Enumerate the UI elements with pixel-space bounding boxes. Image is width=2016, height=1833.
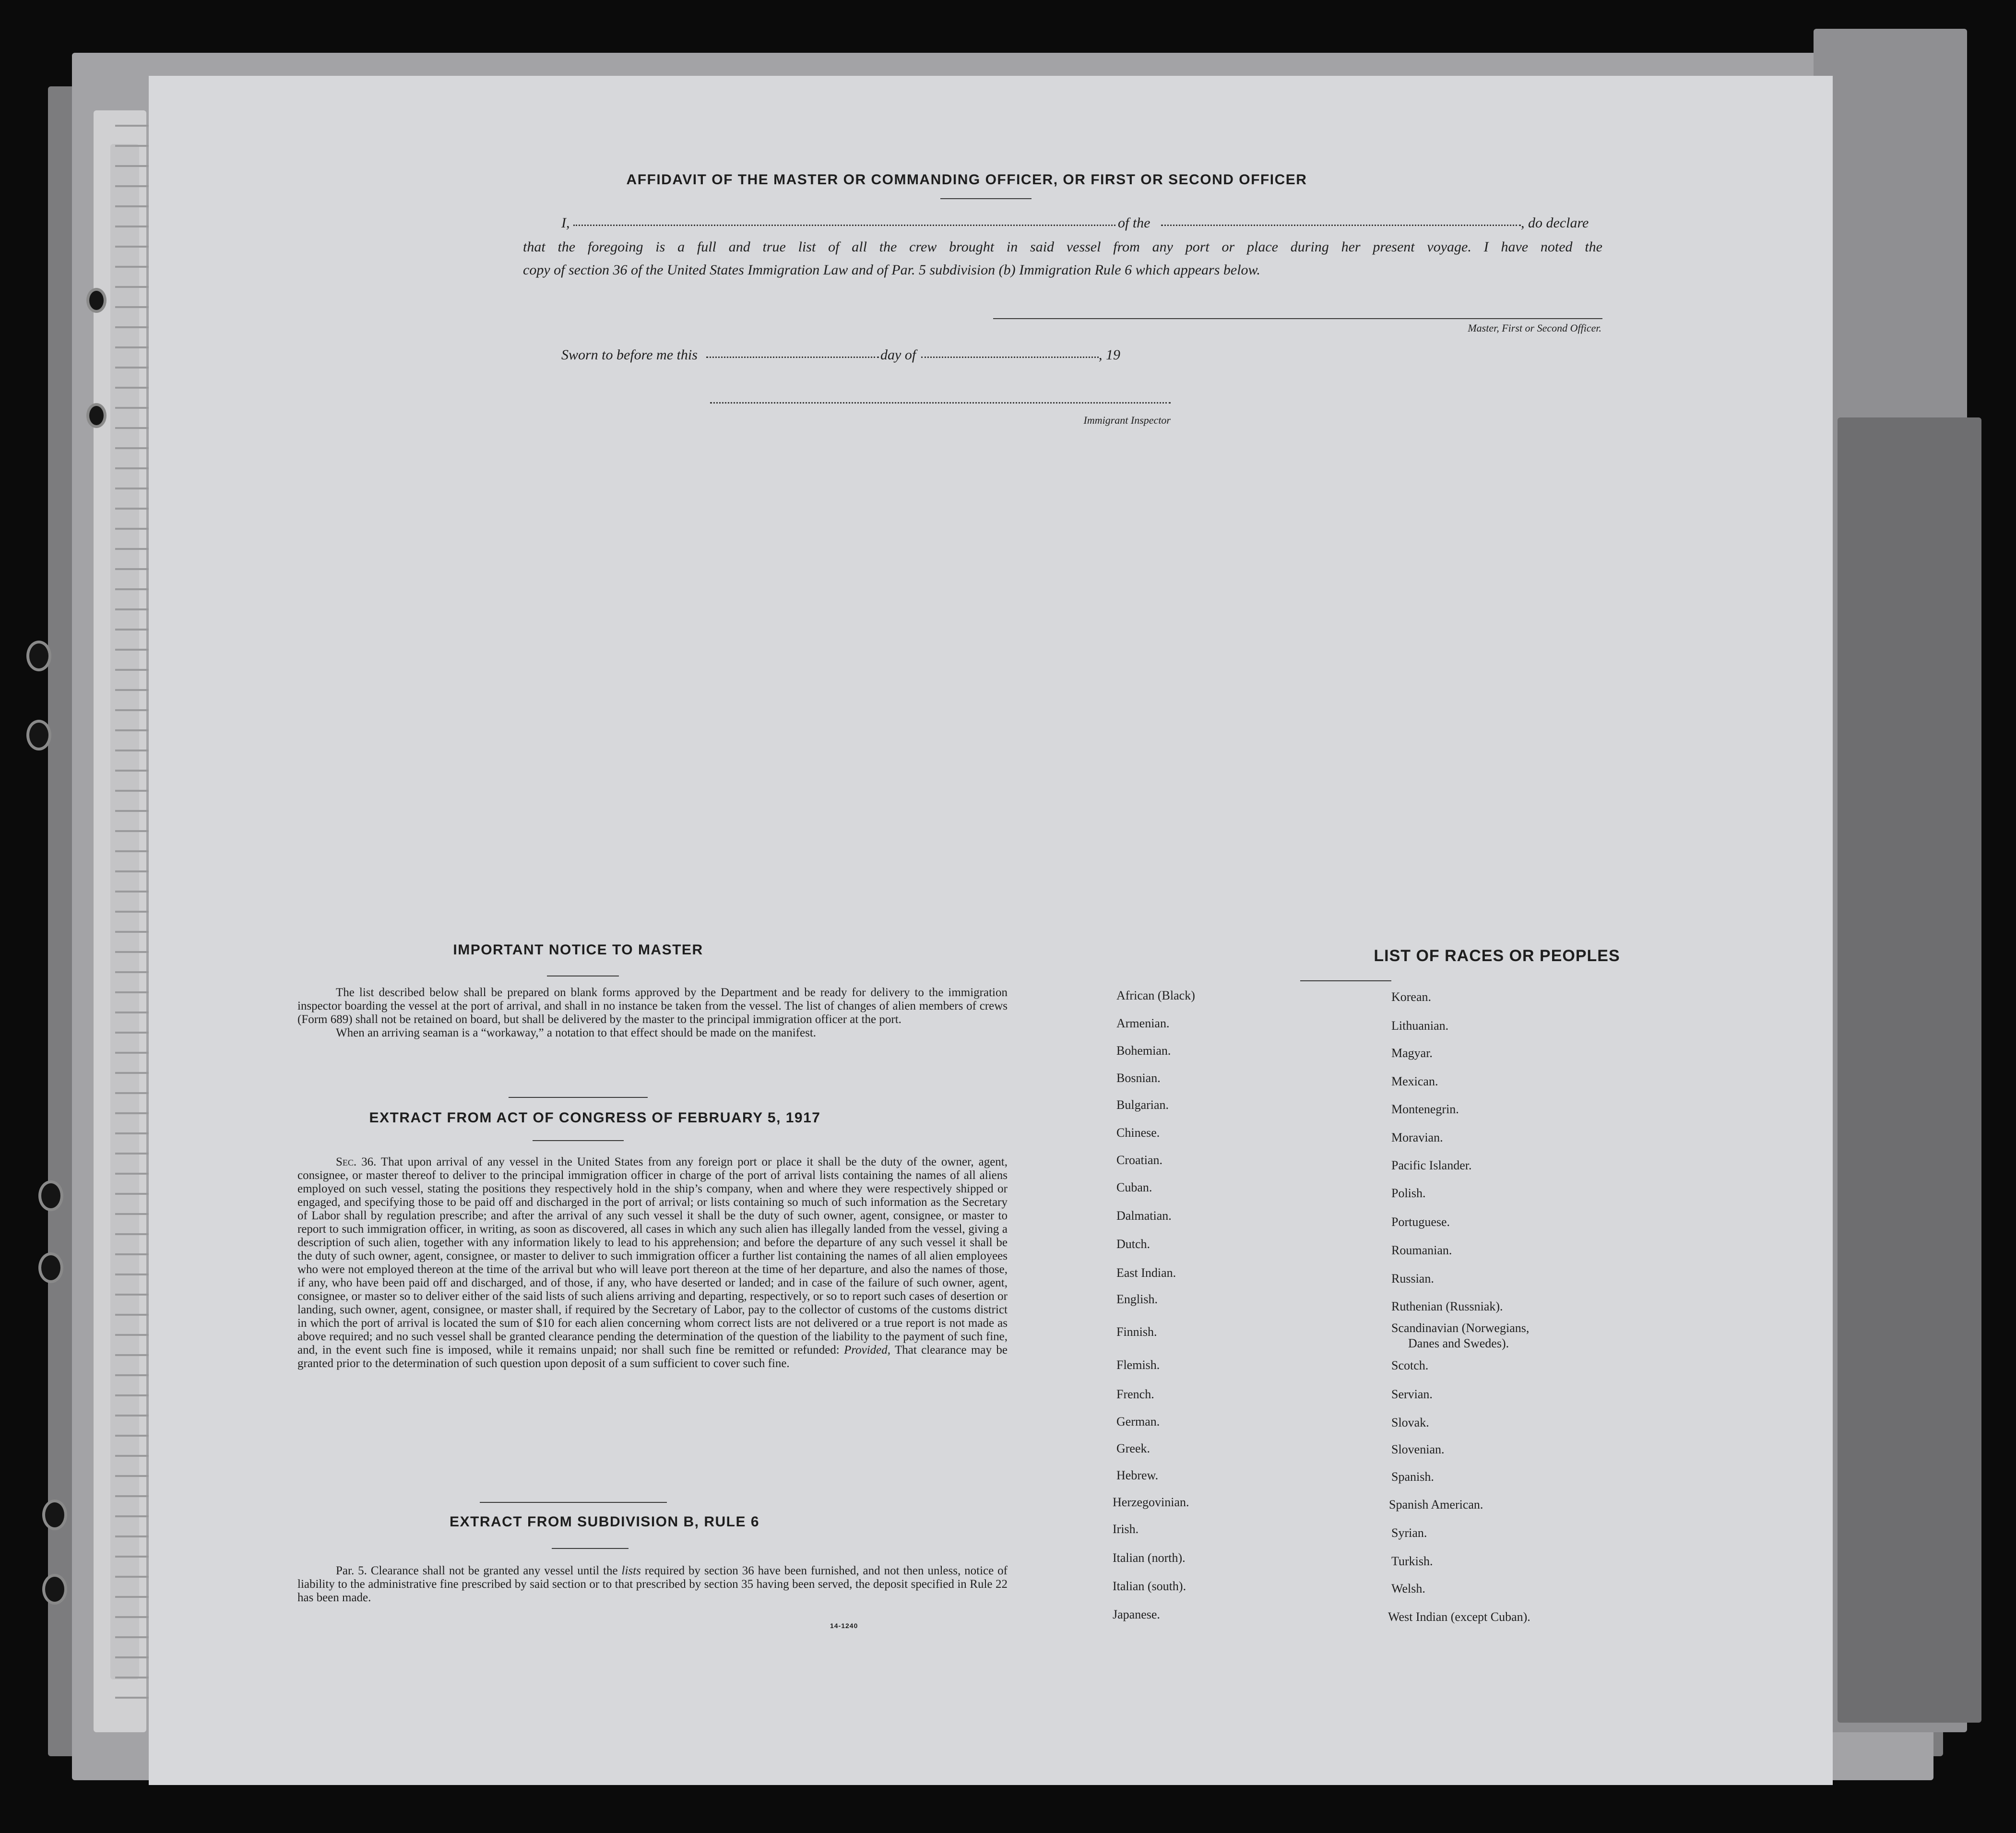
binding-strip-line xyxy=(115,891,149,893)
binding-strip-line xyxy=(115,528,149,530)
divider xyxy=(940,198,1032,199)
race-item: Mexican. xyxy=(1391,1074,1438,1088)
race-item: Bulgarian. xyxy=(1116,1098,1169,1112)
section-36-text-end: That clearance may be granted prior to the determination of such question upon deposit of a sum sufficient to cover such fine. xyxy=(297,1344,1008,1370)
binding-strip-line xyxy=(115,1112,149,1114)
affidavit-text-line-2: that the foregoing is a full and true list of all the crew brought in said vessel from any port or place during her present voyage. I have noted the xyxy=(523,239,1602,255)
binding-strip-line xyxy=(115,1455,149,1457)
binding-strip-line xyxy=(115,346,149,348)
race-item: Slovak. xyxy=(1391,1416,1429,1429)
form-number: 14-1240 xyxy=(830,1622,858,1630)
binding-strip-line xyxy=(115,1354,149,1356)
binding-strip-line xyxy=(115,911,149,913)
binding-strip-line xyxy=(115,568,149,570)
sworn-month-field[interactable] xyxy=(921,357,1099,358)
race-item: Japanese. xyxy=(1113,1607,1160,1621)
binding-strip-line xyxy=(115,548,149,550)
sworn-label: Sworn to before me this xyxy=(561,347,698,363)
binding-strip-line xyxy=(115,1576,149,1578)
binding-strip-line xyxy=(115,1677,149,1678)
notice-paragraph: When an arriving seaman is a “workaway,” a notation to that effect should be made on the manifest. xyxy=(336,1026,817,1039)
binding-strip-line xyxy=(115,1052,149,1054)
binding-strip-line xyxy=(115,226,149,227)
binding-strip-line xyxy=(115,246,149,248)
race-item: Slovenian. xyxy=(1391,1442,1445,1456)
binding-strip-line xyxy=(115,1132,149,1134)
binding-strip-line xyxy=(115,588,149,590)
race-item: Bohemian. xyxy=(1116,1044,1171,1058)
race-item: French. xyxy=(1116,1387,1154,1401)
affidavit-declare-text: , do declare xyxy=(1521,215,1589,231)
race-item: Syrian. xyxy=(1391,1526,1427,1540)
race-item: Servian. xyxy=(1391,1387,1433,1401)
binding-strip-line xyxy=(115,1415,149,1416)
master-signature-caption: Master, First or Second Officer. xyxy=(1468,322,1601,334)
binder-hole xyxy=(42,1500,67,1530)
race-item: Spanish. xyxy=(1391,1470,1434,1484)
binding-strip-line xyxy=(115,1213,149,1215)
affidavit-text-line-3: copy of section 36 of the United States Immigration Law and of Par. 5 subdivision (b) Immigration Rule 6 which appears below. xyxy=(523,262,1260,278)
race-item: Croatian. xyxy=(1116,1153,1163,1167)
race-item: Korean. xyxy=(1391,990,1432,1004)
extract-act-title: EXTRACT FROM ACT OF CONGRESS OF FEBRUARY 5, 1917 xyxy=(369,1110,821,1126)
right-page-edge-shadow xyxy=(1838,417,1981,1723)
binding-strip-line xyxy=(115,407,149,409)
race-item: English. xyxy=(1116,1292,1158,1306)
binding-strip-line xyxy=(115,850,149,852)
binding-strip-line xyxy=(115,1556,149,1558)
manifest-page xyxy=(149,76,1833,1785)
race-item: Greek. xyxy=(1116,1441,1150,1455)
binding-strip-line xyxy=(115,1274,149,1275)
notice-paragraph: The list described below shall be prepared on blank forms approved by the Department and be ready for delivery to the immigration inspector boarding the vessel at the port of arrival, and shall in no instance be taken from the vessel. The list of changes of alien members of crews (Form 689) shall not be retained on board, but shall be delivered by the master to the principal immigration officer at the port. xyxy=(297,986,1008,1026)
race-item: Cuban. xyxy=(1116,1180,1152,1194)
binding-strip-line xyxy=(115,750,149,751)
binding-strip-line xyxy=(115,1535,149,1537)
binding-strip-line xyxy=(115,709,149,711)
binding-strip-line xyxy=(115,1253,149,1255)
race-item: Polish. xyxy=(1391,1186,1426,1200)
vessel-name-field[interactable] xyxy=(1161,225,1521,226)
rule-text-start: Par. 5. Clearance shall not be granted any vessel until the xyxy=(336,1564,618,1577)
race-item: Scotch. xyxy=(1391,1358,1429,1372)
divider xyxy=(552,1548,629,1549)
affidavit-vessel-label: of the xyxy=(1118,215,1150,231)
binding-strip-line xyxy=(115,629,149,631)
binding-strip-line xyxy=(115,830,149,832)
notice-title: IMPORTANT NOTICE TO MASTER xyxy=(453,942,703,958)
binder-hole xyxy=(26,720,51,750)
binding-strip-line xyxy=(115,1435,149,1437)
binding-strip-line xyxy=(115,205,149,207)
race-item: Finnish. xyxy=(1116,1325,1157,1339)
race-item: West Indian (except Cuban). xyxy=(1388,1610,1530,1624)
binding-strip-line xyxy=(115,467,149,469)
race-item: Dutch. xyxy=(1116,1237,1150,1251)
sworn-day-field[interactable] xyxy=(706,357,879,358)
binding-strip-line xyxy=(115,810,149,812)
provided-word: Provided, xyxy=(844,1344,891,1357)
binder-hole xyxy=(86,288,107,313)
section-label: Sec. 36. xyxy=(336,1155,377,1168)
binder-hole xyxy=(42,1574,67,1605)
binding-strip-line xyxy=(115,729,149,731)
binding-strip-line xyxy=(115,286,149,288)
declarant-name-field[interactable] xyxy=(573,225,1115,226)
race-item: African (Black) xyxy=(1116,988,1195,1002)
binding-strip-line xyxy=(115,1314,149,1316)
binding-strip-line xyxy=(115,447,149,449)
race-item: Roumanian. xyxy=(1391,1243,1452,1257)
binding-strip-line xyxy=(115,1616,149,1618)
binding-strip-line xyxy=(115,1656,149,1658)
binding-strip-line xyxy=(115,1233,149,1235)
divider xyxy=(1300,980,1391,981)
binding-strip-line xyxy=(115,1495,149,1497)
section-36-text: That upon arrival of any vessel in the United States from any foreign port or place it shall be the duty of the owner, agent, consignee, or master thereof to deliver to the principal immigration officer in charge of the port of arrival lists containing the names of all aliens employed on such vessel, stating the positions they respectively hold in the ship’s company, when and where they were respectively shipped or engaged, and specifying those to be paid off and discharged in the port of arrival; or lists containing so much of such information as the Secretary of Labor shall by regulation prescribe; and after the arrival of any such vessel it shall be the duty of such owner, agent, consignee, or master to report to such immigration officer, in writing, as soon as discovered, all cases in which any such alien has illegally landed from the vessel, giving a description of such alien, together with any information likely to lead to his apprehension; and before the departure of any such vessel it shall be the duty of such owner, agent, consignee, or master to deliver to such immigration officer a further list containing the names of all alien employees who were not employed thereon at the time of the arrival but who will leave port thereon at the time of her departure, and also the names of those, if any, who have been paid off and discharged, and of those, if any, who have deserted or landed; and in case of the failure of such owner, agent, consignee, or master so to deliver either of the said lists of such aliens arriving and departing, respectively, or so to report such cases of desertion or landing, such owner, agent, consignee, or master shall, if required by the Secretary of Labor, pay to the collector of customs of the customs district in which the port of arrival is located the sum of $10 for each alien concerning whom correct lists are not delivered or a true report is not made as above required; and no such vessel shall be granted clearance pending the determination of the question of the liability to the payment of such fine, and, in the event such fine is imposed, while it remains unpaid; nor shall such fine be remitted or refunded: xyxy=(297,1155,1008,1357)
race-item: Chinese. xyxy=(1116,1126,1160,1140)
binding-strip-line xyxy=(115,1012,149,1013)
race-item: Hebrew. xyxy=(1116,1468,1159,1482)
binding-strip-line xyxy=(115,649,149,651)
binding-strip-line xyxy=(115,971,149,973)
sworn-year-label: , 19 xyxy=(1099,347,1120,363)
binding-strip-line xyxy=(115,669,149,671)
binding-strip-line xyxy=(115,1072,149,1074)
binding-strip-line xyxy=(115,1394,149,1396)
sworn-day-of-label: day of xyxy=(880,347,916,363)
race-item: Ruthenian (Russniak). xyxy=(1391,1299,1503,1313)
race-item: Moravian. xyxy=(1391,1131,1443,1144)
binding-strip-line xyxy=(115,145,149,147)
rule-text-end: required by section 36 have been furnished, and not then unless, notice of liability to the administrative fine prescribed by said section or to that prescribed by section 35 having been served, the deposit specified in Rule 22 has been made. xyxy=(297,1564,1008,1604)
race-item: Spanish American. xyxy=(1389,1498,1483,1512)
race-item: Welsh. xyxy=(1391,1582,1425,1595)
binding-strip-line xyxy=(115,367,149,369)
race-item: Danes and Swedes). xyxy=(1408,1336,1509,1350)
binding-strip-line xyxy=(115,1515,149,1517)
race-item: Irish. xyxy=(1113,1522,1139,1536)
race-item: Scandinavian (Norwegians, xyxy=(1391,1321,1530,1335)
race-item: Montenegrin. xyxy=(1391,1102,1459,1116)
race-item: Magyar. xyxy=(1391,1046,1433,1060)
binding-strip-line xyxy=(115,1596,149,1598)
race-item: Bosnian. xyxy=(1116,1071,1161,1085)
binding-strip-line xyxy=(115,689,149,691)
extract-rule-title: EXTRACT FROM SUBDIVISION B, RULE 6 xyxy=(449,1514,760,1530)
binding-strip-line xyxy=(115,1294,149,1296)
race-item: German. xyxy=(1116,1415,1160,1428)
divider xyxy=(480,1502,667,1503)
race-item: Lithuanian. xyxy=(1391,1019,1449,1033)
binding-strip-line xyxy=(115,165,149,167)
inspector-caption: Immigrant Inspector xyxy=(1083,414,1171,426)
binding-strip-line xyxy=(115,951,149,953)
binding-strip-line xyxy=(115,1032,149,1034)
binding-strip-line xyxy=(115,306,149,308)
race-item: East Indian. xyxy=(1116,1266,1176,1280)
binding-strip-line xyxy=(115,1636,149,1638)
binding-strip-line xyxy=(115,326,149,328)
binding-strip-line xyxy=(115,488,149,489)
lists-word: lists xyxy=(621,1564,641,1577)
binding-strip-line xyxy=(115,1334,149,1336)
binding-strip-line xyxy=(115,931,149,933)
divider xyxy=(533,1140,624,1141)
binding-strip-line xyxy=(115,1092,149,1094)
binder-hole xyxy=(86,403,107,428)
race-item: Portuguese. xyxy=(1391,1215,1450,1229)
master-signature-line[interactable] xyxy=(993,318,1602,319)
affidavit-declarant-label: I, xyxy=(561,215,570,231)
notice-body xyxy=(297,986,1008,1040)
binding-strip-line xyxy=(115,608,149,610)
binding-strip-line xyxy=(115,427,149,429)
race-item: Russian. xyxy=(1391,1272,1434,1285)
binding-strip-line xyxy=(115,1193,149,1195)
extract-act-body xyxy=(297,1155,1008,1370)
binding-strip-line xyxy=(115,790,149,792)
binding-strip-line xyxy=(115,1173,149,1175)
race-item: Turkish. xyxy=(1391,1554,1433,1568)
extract-rule-body xyxy=(297,1564,1008,1605)
race-item: Italian (south). xyxy=(1113,1579,1186,1593)
binding-strip-line xyxy=(115,1697,149,1699)
binding-strip-line xyxy=(115,125,149,127)
affidavit-title: AFFIDAVIT OF THE MASTER OR COMMANDING OFFICER, OR FIRST OR SECOND OFFICER xyxy=(626,172,1307,188)
binder-hole xyxy=(38,1180,63,1211)
race-item: Flemish. xyxy=(1116,1358,1160,1372)
race-item: Italian (north). xyxy=(1113,1551,1186,1565)
binder-hole xyxy=(26,641,51,671)
binding-strip-line xyxy=(115,1475,149,1477)
binding-strip-line xyxy=(115,266,149,268)
binding-strip-line xyxy=(115,870,149,872)
divider xyxy=(509,1097,648,1098)
race-item: Armenian. xyxy=(1116,1016,1170,1030)
binding-strip-line xyxy=(115,991,149,993)
binder-hole xyxy=(38,1252,63,1283)
race-item: Pacific Islander. xyxy=(1391,1158,1472,1172)
binding-strip-line xyxy=(115,1374,149,1376)
race-item: Herzegovinian. xyxy=(1113,1495,1189,1509)
races-title: LIST OF RACES OR PEOPLES xyxy=(1374,947,1620,965)
inspector-signature-line[interactable] xyxy=(710,402,1171,404)
binding-strip-line xyxy=(115,1153,149,1155)
race-item: Dalmatian. xyxy=(1116,1209,1172,1223)
binding-strip-line xyxy=(115,770,149,772)
binding-strip-line xyxy=(115,387,149,389)
binding-strip-line xyxy=(115,508,149,510)
binding-strip-line xyxy=(115,185,149,187)
